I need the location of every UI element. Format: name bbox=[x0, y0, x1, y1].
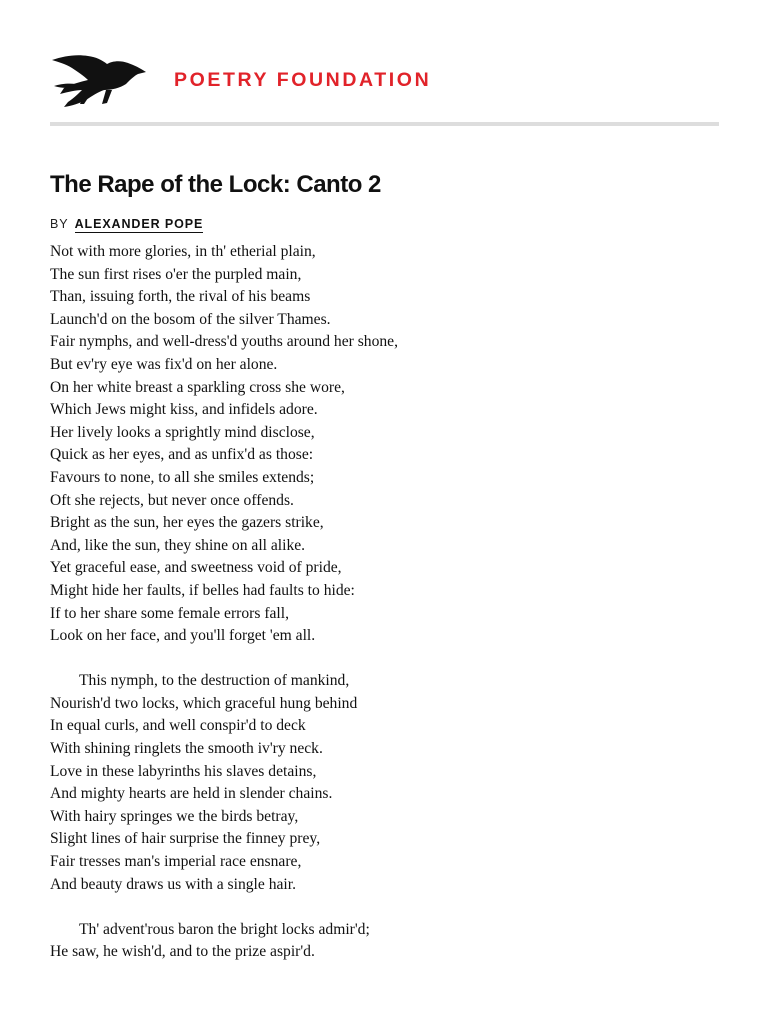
poem-line: Th' advent'rous baron the bright locks admir'd; bbox=[79, 920, 370, 938]
poem-line: With shining ringlets the smooth iv'ry neck. bbox=[50, 740, 323, 758]
poem-line: Her lively looks a sprightly mind disclose, bbox=[50, 423, 315, 441]
poem-line: And, like the sun, they shine on all alike. bbox=[50, 536, 306, 554]
site-header bbox=[50, 50, 719, 110]
poem-line: Oft she rejects, but never once offends. bbox=[50, 491, 294, 509]
author-link[interactable]: ALEXANDER POPE bbox=[74, 217, 204, 231]
poem-line: In equal curls, and well conspir'd to deck bbox=[50, 717, 306, 735]
stanza-1 bbox=[50, 241, 730, 648]
poem-line: With hairy springes we the birds betray, bbox=[50, 807, 299, 825]
stanza-2 bbox=[50, 670, 730, 896]
poem-line: Love in these labyrinths his slaves detains, bbox=[50, 762, 317, 780]
poem-line: And beauty draws us with a single hair. bbox=[50, 875, 296, 893]
poem-line: This nymph, to the destruction of mankind, bbox=[79, 672, 350, 690]
poem-line: If to her share some female errors fall, bbox=[50, 604, 289, 622]
poem-line: Might hide her faults, if belles had faults to hide: bbox=[50, 581, 355, 599]
poem-title: The Rape of the Lock: Canto 2 bbox=[50, 171, 381, 198]
poem-line: He saw, he wish'd, and to the prize aspir'd. bbox=[50, 943, 315, 961]
poem-line: Yet graceful ease, and sweetness void of pride, bbox=[50, 559, 342, 577]
brand-name-link[interactable]: POETRY FOUNDATION bbox=[174, 69, 432, 91]
poem-line: Look on her face, and you'll forget 'em all. bbox=[50, 627, 316, 645]
stanza-3 bbox=[50, 919, 730, 964]
byline bbox=[50, 217, 203, 231]
header-divider bbox=[50, 122, 719, 126]
poem-line: And mighty hearts are held in slender chains. bbox=[50, 785, 333, 803]
poem-line: Fair nymphs, and well-dress'd youths around her shone, bbox=[50, 333, 398, 351]
pegasus-bird-logo-icon[interactable] bbox=[50, 50, 148, 108]
poem-line: Bright as the sun, her eyes the gazers strike, bbox=[50, 514, 324, 532]
poem-line: Nourish'd two locks, which graceful hung behind bbox=[50, 694, 358, 712]
poem-line: Launch'd on the bosom of the silver Thames. bbox=[50, 310, 331, 328]
poem-line: Not with more glories, in th' etherial plain, bbox=[50, 243, 316, 260]
by-label: BY bbox=[50, 217, 69, 231]
poem-line: On her white breast a sparkling cross she wore, bbox=[50, 378, 345, 396]
poem-line: Slight lines of hair surprise the finney prey, bbox=[50, 830, 321, 848]
poem-line: The sun first rises o'er the purpled main, bbox=[50, 265, 302, 283]
poem-line: But ev'ry eye was fix'd on her alone. bbox=[50, 355, 278, 373]
poem-line: Fair tresses man's imperial race ensnare, bbox=[50, 853, 302, 871]
poem-line: Which Jews might kiss, and infidels adore. bbox=[50, 401, 318, 419]
poem-line: Favours to none, to all she smiles extends; bbox=[50, 468, 315, 486]
poem-line: Quick as her eyes, and as unfix'd as those: bbox=[50, 446, 314, 464]
poem-body bbox=[50, 241, 730, 987]
poem-line: Than, issuing forth, the rival of his beams bbox=[50, 288, 311, 306]
